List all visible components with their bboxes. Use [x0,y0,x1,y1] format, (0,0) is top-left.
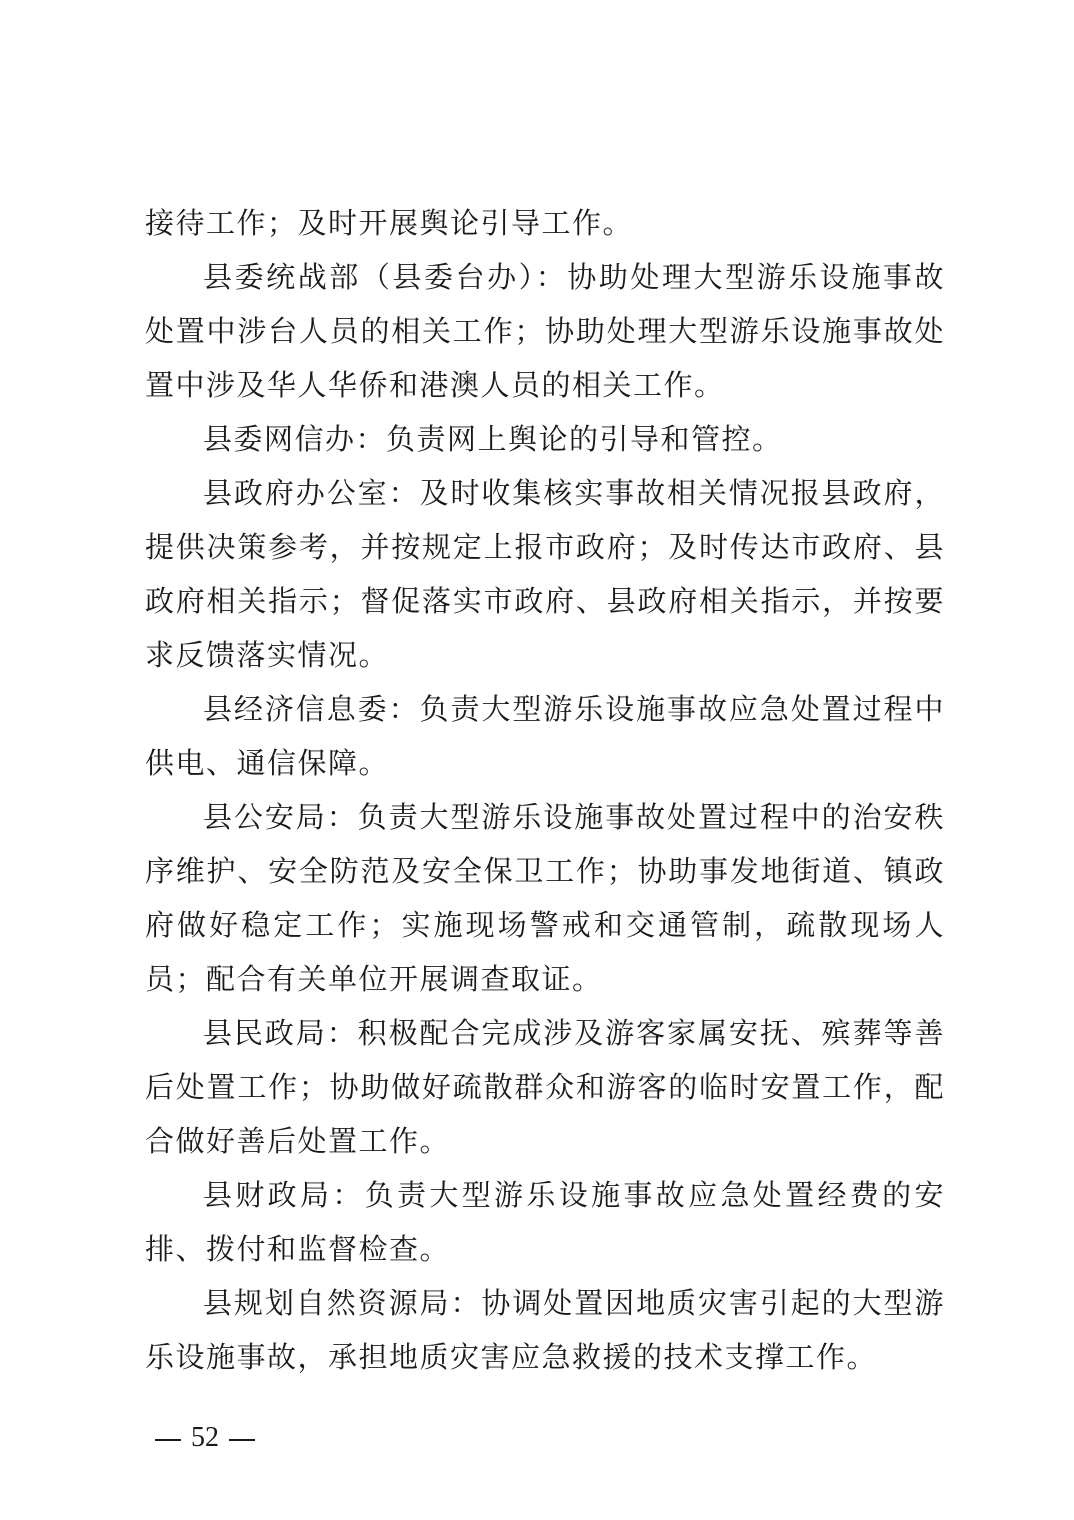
page-footer [145,1420,265,1456]
paragraph-united-front-dept: 县委统战部（县委台办）：协助处理大型游乐设施事故处置中涉台人员的相关工作；协助处理大型游乐设施事故处置中涉及华人华侨和港澳人员的相关工作。 [145,260,945,402]
paragraph-public-security-bureau: 县公安局：负责大型游乐设施事故处置过程中的治安秩序维护、安全防范及安全保卫工作；协助事发地街道、镇政府做好稳定工作；实施现场警戒和交通管制，疏散现场人员；配合有关单位开展调查取证。 [145,800,945,996]
paragraph-civil-affairs-bureau: 县民政局：积极配合完成涉及游客家属安抚、殡葬等善后处置工作；协助做好疏散群众和游客的临时安置工作，配合做好善后处置工作。 [145,1016,945,1158]
paragraph-cyberspace-office: 县委网信办：负责网上舆论的引导和管控。 [203,422,783,456]
document-body [145,196,945,1384]
paragraph-finance-bureau: 县财政局：负责大型游乐设施事故应急处置经费的安排、拨付和监督检查。 [145,1178,945,1266]
em-dash-right [229,1439,255,1441]
paragraph-county-govt-office: 县政府办公室：及时收集核实事故相关情况报县政府，提供决策参考，并按规定上报市政府；及时传达市政府、县政府相关指示；督促落实市政府、县政府相关指示，并按要求反馈落实情况。 [145,476,945,672]
paragraph-planning-resources-bureau: 县规划自然资源局：协调处置因地质灾害引起的大型游乐设施事故，承担地质灾害应急救援的技术支撑工作。 [145,1286,945,1374]
paragraph-economy-info-commission: 县经济信息委：负责大型游乐设施事故应急处置过程中供电、通信保障。 [145,692,945,780]
em-dash-left [155,1439,181,1441]
page-number: 52 [191,1422,219,1453]
paragraph-continuation: 接待工作；及时开展舆论引导工作。 [145,206,634,240]
